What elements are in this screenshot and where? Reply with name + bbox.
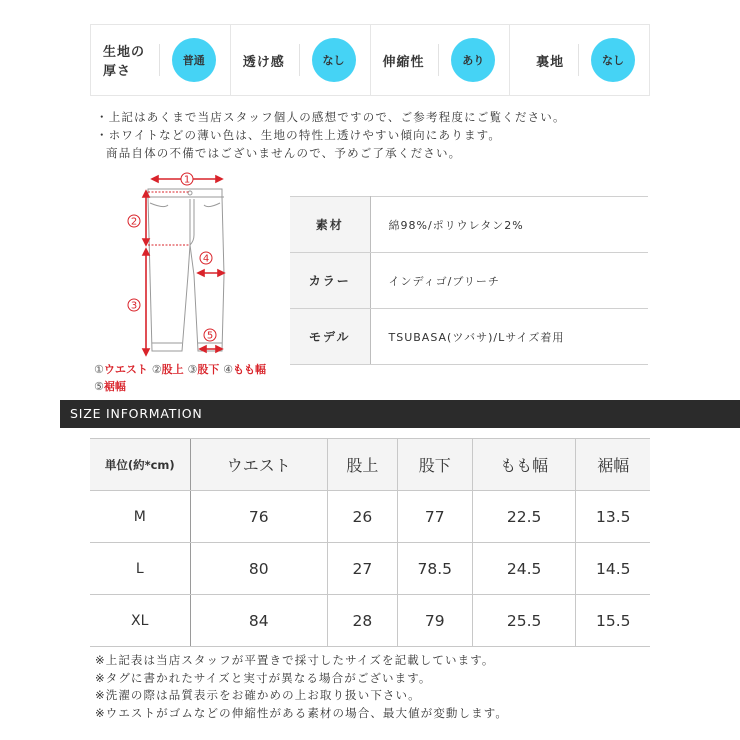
divider bbox=[159, 44, 160, 76]
legend-item: ③股下 bbox=[187, 363, 220, 376]
attribute-thickness bbox=[90, 25, 230, 95]
product-spec-table bbox=[290, 196, 648, 365]
attribute-label: 伸縮性 bbox=[382, 54, 425, 70]
column-header-waist: ウエスト bbox=[190, 439, 327, 491]
diagram-legend bbox=[94, 361, 294, 395]
table-cell: 14.5 bbox=[576, 543, 650, 595]
attribute-sheerness bbox=[230, 25, 370, 95]
spec-row bbox=[290, 197, 648, 253]
size-label: XL bbox=[90, 595, 190, 647]
attribute-stretch bbox=[370, 25, 510, 95]
table-cell: 77 bbox=[397, 491, 472, 543]
legend-item: ⑤裾幅 bbox=[94, 380, 126, 393]
size-table bbox=[90, 438, 650, 647]
fabric-attributes bbox=[90, 24, 650, 96]
spec-value: 綿98%/ポリウレタン2% bbox=[370, 197, 648, 253]
attribute-label: 裏地 bbox=[536, 54, 565, 70]
note-line: 商品自体の不備ではございませんので、予めご了承ください。 bbox=[106, 146, 462, 160]
column-header-unit: 単位(約*cm) bbox=[90, 439, 190, 491]
disclaimer-notes bbox=[96, 108, 566, 162]
column-header-thigh: もも幅 bbox=[472, 439, 576, 491]
spec-key: モデル bbox=[290, 309, 370, 365]
attribute-label: 生地の厚さ bbox=[103, 45, 146, 79]
svg-text:1: 1 bbox=[183, 174, 191, 186]
attribute-value-badge: なし bbox=[312, 38, 356, 82]
column-header-rise: 股上 bbox=[327, 439, 397, 491]
note-line: ・ホワイトなどの薄い色は、生地の特性上透けやすい傾向にあります。 bbox=[96, 128, 502, 142]
size-table-header bbox=[90, 439, 650, 491]
size-label: M bbox=[90, 491, 190, 543]
spec-value: インディゴ/ブリーチ bbox=[370, 253, 648, 309]
attribute-value-badge: 普通 bbox=[172, 38, 216, 82]
table-cell: 84 bbox=[190, 595, 327, 647]
size-information-header: SIZE INFORMATION bbox=[60, 400, 740, 428]
svg-text:3: 3 bbox=[130, 300, 138, 312]
attribute-value-badge: あり bbox=[451, 38, 495, 82]
pants-illustration-icon bbox=[90, 165, 290, 360]
spec-row bbox=[290, 309, 648, 365]
table-cell: 76 bbox=[190, 491, 327, 543]
column-header-inseam: 股下 bbox=[397, 439, 472, 491]
size-label: L bbox=[90, 543, 190, 595]
footnote-line: ※洗濯の際は品質表示をお確かめの上お取り扱い下さい。 bbox=[95, 688, 421, 702]
table-row bbox=[90, 595, 650, 647]
divider bbox=[438, 44, 439, 76]
attribute-label: 透け感 bbox=[242, 54, 285, 70]
table-cell: 15.5 bbox=[576, 595, 650, 647]
spec-row bbox=[290, 253, 648, 309]
table-cell: 26 bbox=[327, 491, 397, 543]
legend-item: ④もも幅 bbox=[223, 363, 267, 376]
footnote-line: ※ウエストがゴムなどの伸縮性がある素材の場合、最大値が変動します。 bbox=[95, 705, 509, 720]
footnote-line: ※タグに書かれたサイズと実寸が異なる場合がございます。 bbox=[95, 670, 432, 685]
legend-item: ①ウエスト bbox=[94, 363, 148, 376]
size-footnotes bbox=[95, 652, 508, 722]
table-cell: 25.5 bbox=[472, 595, 576, 647]
divider bbox=[578, 44, 579, 76]
svg-text:2: 2 bbox=[130, 216, 138, 228]
attribute-value-badge: なし bbox=[591, 38, 635, 82]
table-cell: 22.5 bbox=[472, 491, 576, 543]
table-cell: 28 bbox=[327, 595, 397, 647]
table-row bbox=[90, 543, 650, 595]
spec-value: TSUBASA(ツバサ)/Lサイズ着用 bbox=[370, 309, 648, 365]
column-header-hem: 裾幅 bbox=[576, 439, 650, 491]
table-cell: 80 bbox=[190, 543, 327, 595]
spec-key: 素材 bbox=[290, 197, 370, 253]
table-cell: 24.5 bbox=[472, 543, 576, 595]
note-line: ・上記はあくまで当店スタッフ個人の感想ですので、ご参考程度にご覧ください。 bbox=[96, 110, 566, 124]
table-row bbox=[90, 491, 650, 543]
svg-text:5: 5 bbox=[206, 330, 214, 342]
divider bbox=[299, 44, 300, 76]
spec-key: カラー bbox=[290, 253, 370, 309]
table-cell: 13.5 bbox=[576, 491, 650, 543]
attribute-lining bbox=[509, 25, 650, 95]
table-cell: 78.5 bbox=[397, 543, 472, 595]
table-cell: 27 bbox=[327, 543, 397, 595]
svg-text:4: 4 bbox=[202, 253, 210, 265]
legend-item: ②股上 bbox=[151, 363, 184, 376]
footnote-line: ※上記表は当店スタッフが平置きで採寸したサイズを記載しています。 bbox=[95, 653, 495, 667]
table-cell: 79 bbox=[397, 595, 472, 647]
